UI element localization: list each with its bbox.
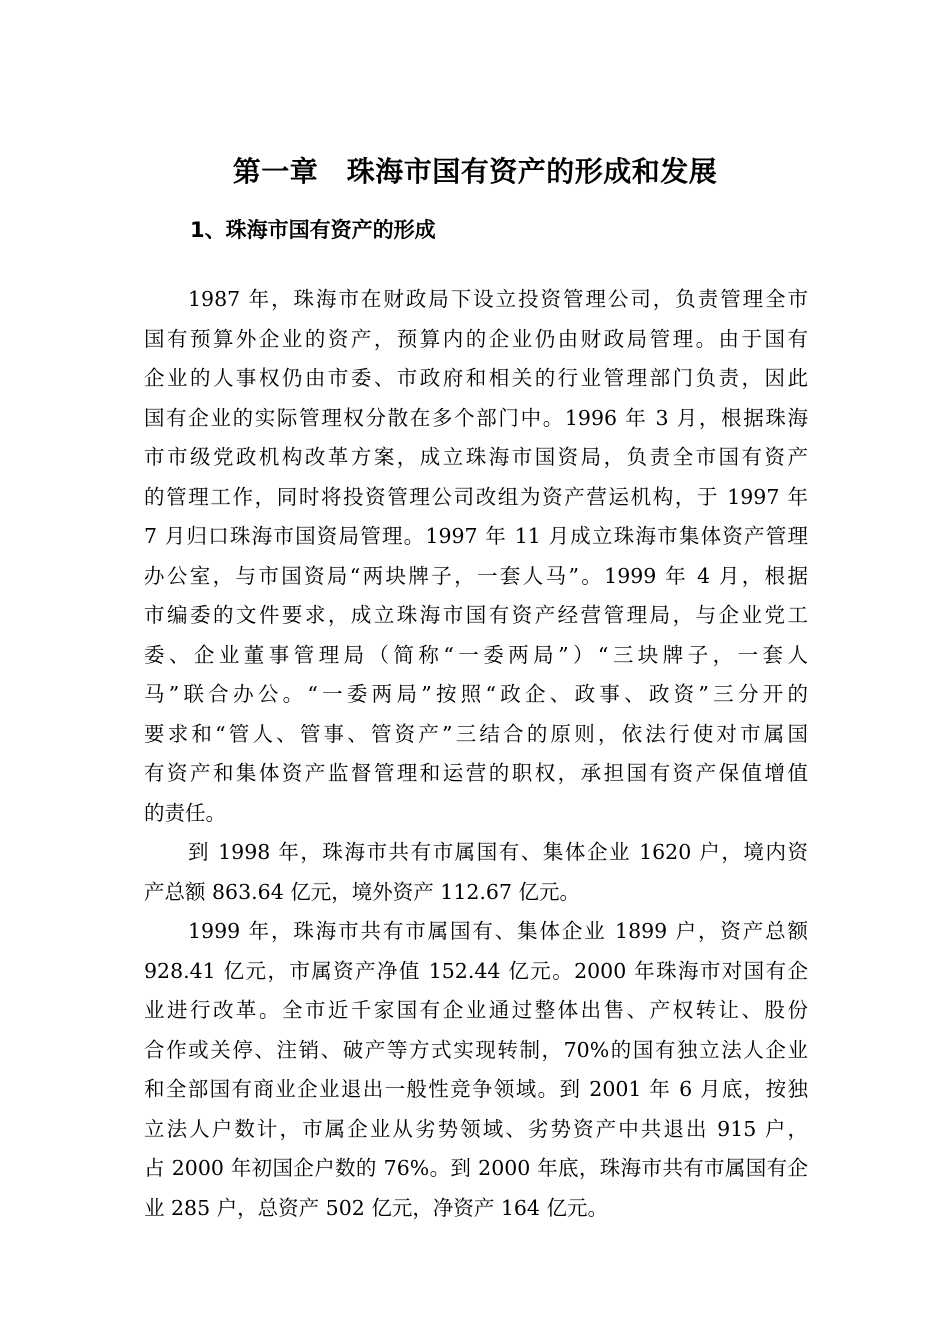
text-line: 和全部国有商业企业退出一般性竞争领域。到 2001 年 6 月底，按独 — [144, 1077, 808, 1101]
text-line: 委、企业董事管理局（简称“一委两局”）“三块牌子，一套人 — [144, 642, 808, 667]
text-line: 有资产和集体资产监督管理和运营的职权，承担国有资产保值增值 — [144, 761, 808, 785]
text-line: 立法人户数计，市属企业从劣势领域、劣势资产中共退出 915 户， — [144, 1116, 808, 1141]
text-line: 928.41 亿元，市属资产净值 152.44 亿元。2000 年珠海市对国有企 — [144, 958, 808, 983]
text-line: 业 285 户，总资产 502 亿元，净资产 164 亿元。 — [144, 1195, 608, 1220]
text-line: 市编委的文件要求，成立珠海市国有资产经营管理局，与企业党工 — [144, 603, 808, 627]
text-line: 办公室，与市国资局“两块牌子，一套人马”。1999 年 4 月，根据 — [144, 563, 808, 588]
text-line: 的管理工作，同时将投资管理公司改组为资产营运机构，于 1997 年 — [144, 484, 808, 509]
text-line: 7 月归口珠海市国资局管理。1997 年 11 月成立珠海市集体资产管理 — [144, 524, 808, 548]
text-line: 到 1998 年，珠海市共有市属国有、集体企业 1620 户，境内资 — [188, 840, 808, 864]
body-text — [144, 280, 808, 1228]
text-line: 业进行改革。全市近千家国有企业通过整体出售、产权转让、股份 — [144, 998, 808, 1022]
text-line: 国有预算外企业的资产，预算内的企业仍由财政局管理。由于国有 — [144, 326, 808, 351]
section-title: 1、珠海市国有资产的形成 — [190, 218, 436, 242]
text-line: 马”联合办公。“一委两局”按照“政企、政事、政资”三分开的 — [144, 682, 808, 706]
text-line: 1987 年，珠海市在财政局下设立投资管理公司，负责管理全市 — [188, 287, 808, 311]
text-line: 要求和“管人、管事、管资产”三结合的原则，依法行使对市属国 — [144, 721, 808, 746]
chapter-title: 第一章 珠海市国有资产的形成和发展 — [232, 155, 718, 188]
text-line: 市市级党政机构改革方案，成立珠海市国资局，负责全市国有资产 — [144, 445, 808, 469]
text-line: 合作或关停、注销、破产等方式实现转制，70%的国有独立法人企业 — [144, 1037, 808, 1062]
paragraph-1 — [144, 280, 808, 833]
text-line: 的责任。 — [144, 800, 226, 825]
text-line: 占 2000 年初国企户数的 76%。到 2000 年底，珠海市共有市属国有企 — [144, 1156, 808, 1180]
paragraph-2 — [144, 833, 808, 912]
paragraph-3 — [144, 912, 808, 1228]
text-line: 1999 年，珠海市共有市属国有、集体企业 1899 户，资产总额 — [188, 919, 808, 943]
text-line: 国有企业的实际管理权分散在多个部门中。1996 年 3 月，根据珠海 — [144, 405, 808, 430]
text-line: 企业的人事权仍由市委、市政府和相关的行业管理部门负责，因此 — [144, 366, 808, 390]
text-line: 产总额 863.64 亿元，境外资产 112.67 亿元。 — [144, 879, 581, 904]
